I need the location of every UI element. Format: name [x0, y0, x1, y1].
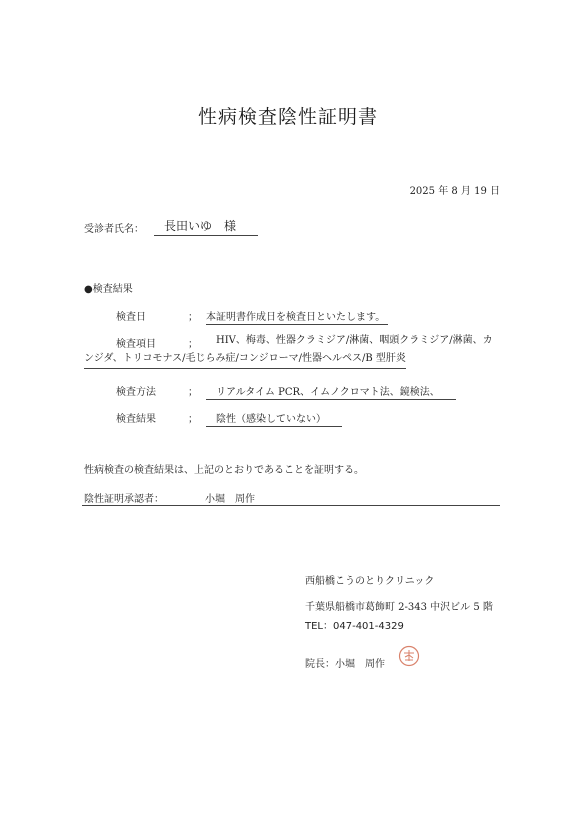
results-heading: ●検査結果 [84, 284, 133, 295]
test-items-value-line2: ンジダ、トリコモナス/毛じらみ症/コンジローマ/性器ヘルペス/B 型肝炎 [84, 350, 406, 369]
separator: ； [188, 414, 198, 425]
separator: ； [188, 387, 198, 398]
patient-label: 受診者氏名： [84, 224, 144, 235]
test-date-value: 本証明書作成日を検査日といたします。 [206, 308, 388, 325]
document-title: 性病検査陰性証明書 [197, 106, 378, 128]
patient-name: 長田いゆ 様 [154, 217, 258, 236]
test-result-value: 陰性（感染していない） [206, 410, 342, 427]
approver-name: 小堀 周作 [205, 494, 255, 505]
clinic-seal-icon [398, 645, 420, 667]
clinic-tel: TEL：047-401-4329 [305, 621, 404, 632]
test-method-value: リアルタイム PCR、イムノクロマト法、鏡検法、 [206, 383, 456, 400]
separator: ； [188, 312, 198, 323]
director-name: 院長：小堀 周作 [305, 659, 385, 670]
test-items-label: 検査項目 [116, 339, 156, 350]
clinic-address: 千葉県船橋市葛飾町 2-343 中沢ビル 5 階 [305, 602, 493, 613]
test-date-label: 検査日 [116, 312, 146, 323]
clinic-name: 西船橋こうのとりクリニック [305, 576, 435, 587]
approver-label: 陰性証明承認者： [84, 494, 164, 505]
certification-statement: 性病検査の検査結果は、上記のとおりであることを証明する。 [84, 465, 364, 476]
test-result-label: 検査結果 [116, 414, 156, 425]
test-method-label: 検査方法 [116, 387, 156, 398]
test-items-value-line1: HIV、梅毒、性器クラミジア/淋菌、咽頭クラミジア/淋菌、カ [216, 335, 493, 346]
issue-date: 2025 年 8 月 19 日 [409, 186, 500, 197]
separator: ； [188, 339, 198, 350]
